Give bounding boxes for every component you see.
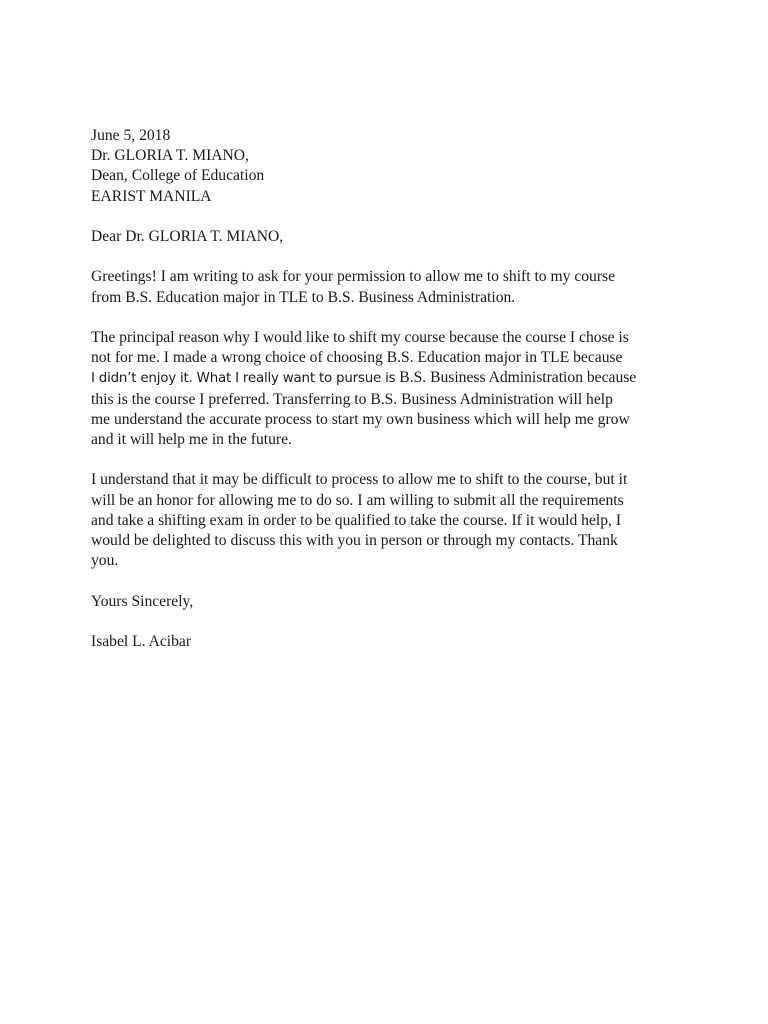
spacer [91,450,691,470]
paragraph-line: and take a shifting exam in order to be qualified to take the course. If it would help, I [91,511,622,529]
paragraph-greeting [91,267,691,307]
paragraph-request [91,470,691,571]
paragraph-line-rest: B.S. Business Administration because [395,369,637,387]
closing: Yours Sincerely, [91,592,194,610]
paragraph-line: you. [91,552,119,570]
letter-body [91,126,691,652]
spacer [91,207,691,227]
handwritten-text: I didn’t enjoy it. What I really want to pursue is [91,371,396,387]
recipient-name: Dr. GLORIA T. MIANO, [91,147,249,165]
paragraph-line: would be delighted to discuss this with you in person or through my contacts. Thank [91,532,618,549]
paragraph-line: and it will help me in the future. [91,431,292,448]
spacer [91,571,691,591]
paragraph-line: me understand the accurate process to start my own business which will help me grow [91,410,630,428]
letter-date: June 5, 2018 [91,127,171,144]
paragraph-line: I understand that it may be difficult to process to allow me to shift to the course, but it [91,471,628,489]
spacer [91,612,691,632]
spacer [91,247,691,267]
paragraph-line: The principal reason why I would like to shift my course because the course I chose is [91,328,629,346]
paragraph-line: not for me. I made a wrong choice of choosing B.S. Education major in TLE because [91,349,623,367]
recipient-institution: EARIST MANILA [91,187,212,205]
spacer [91,308,691,328]
paragraph-line: Greetings! I am writing to ask for your permission to allow me to shift to my course [91,268,616,286]
paragraph-line-mixed [91,368,691,389]
paragraph-line: will be an honor for allowing me to do so. I am willing to submit all the requirements [91,491,624,509]
recipient-title: Dean, College of Education [91,167,265,185]
salutation: Dear Dr. GLORIA T. MIANO, [91,228,284,245]
paragraph-reason [91,328,691,450]
signature-name: Isabel L. Acibar [91,632,192,650]
paragraph-line: from B.S. Education major in TLE to B.S. Business Administration. [91,288,516,306]
paragraph-line: this is the course I preferred. Transferring to B.S. Business Administration will help [91,390,613,408]
